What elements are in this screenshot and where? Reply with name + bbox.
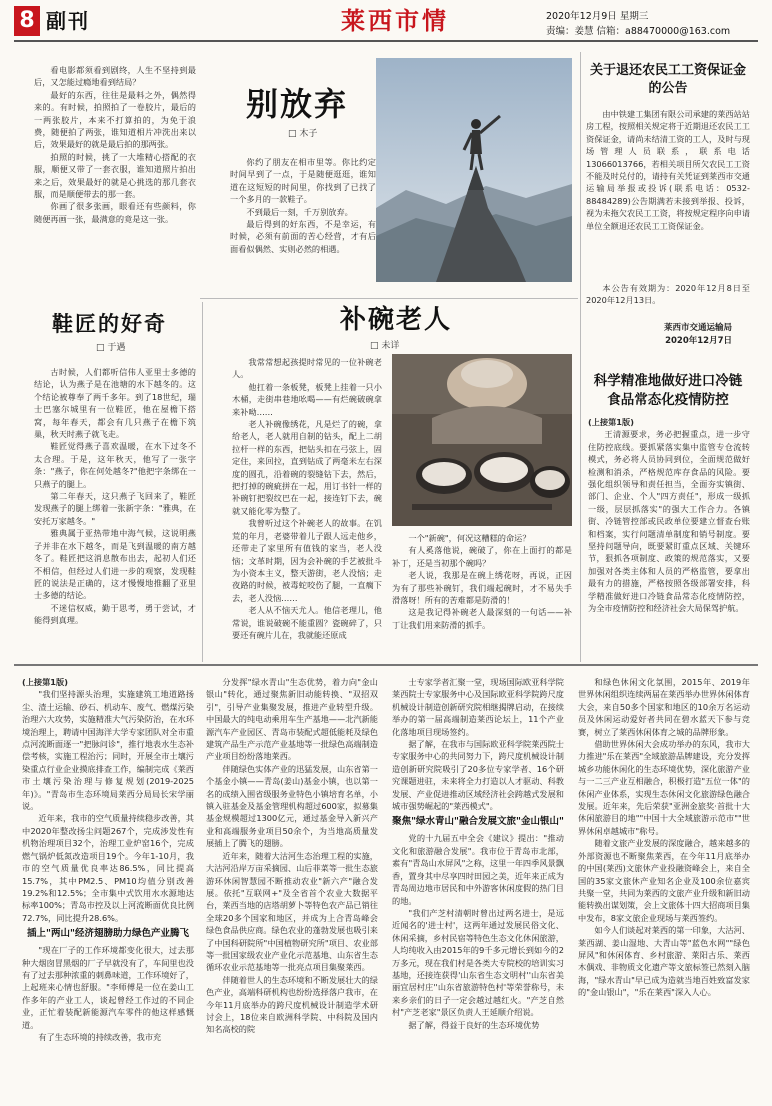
issue-date: 2020年12月9日 星期三 [546, 11, 649, 22]
article-shoemaker-text: 古时候，人们都听信伟人亚里士多德的结论，认为燕子是在池塘的水下越冬的。这个结论被尊奉了两千多年。到了18世纪，瑞士巴塞尔城里有一位鞋匠，他在屋檐下搭窝，每年春天，都会有几只燕子在檐下筑巢，秋天时燕子就飞走。 鞋匠觉得燕子喜欢温暖，在水下过冬不太合理。于是，这年秋天，他写了一张字条："燕子，你在何处越冬?"他把字条绑在一只燕子的腿上。 第二年春天，这只燕子飞回来了，鞋匠发现燕子的腿上绑着一张新字条："雅典，在安托万家越冬。" 雅典属于亚热带地中海气候，这说明燕子并非在水下越冬，而是飞到温暖的南方越冬了。鞋匠把这消息散布出去，起初人们还不相信，但经过人们进一步的观察，发现鞋匠的说法是正确的，这才慢慢地推翻了亚里士多德的结论。 不迷信权威，勤于思考，勇于尝试，才能得到真理。 [34, 367, 196, 626]
page-header [14, 6, 758, 38]
essay-continued-text: 看电影都须看到剧终，人生不坚持到最后，又怎能过瘾地看到结局？ 最好的东西，往往是最料之外，偶然得来的。有时候，拍照拍了一卷胶片，最后的一两张胶片，本来不打算拍的，为免于浪费，随便拍了两张，谁知道相片冲洗出来以后，效果最好的就是最后拍的那两张。 拍照的时候，挑了一大堆精心搭配的衣服，顺便又带了一套衣服，谁知道照片拍出来之后，效果最好的就是心挑选的那几套衣服，而是顺便带去的那一套。 你画了很多张画，眼看还有些颜料，你随便再画一张，最满意的竟是这一张。 [34, 65, 196, 224]
subheading-green-mountains: 聚焦"绿水青山"融合发展文旅"金山银山" [392, 816, 564, 828]
article-byline-yuyu: □ 于遇 [96, 343, 126, 353]
notice-sign-date: 2020年12月7日 [665, 336, 732, 346]
masthead-logo: 莱西市情 [341, 6, 449, 35]
article-bie-fang-qi-text: 你约了朋友在相市里等。你比约定时间早到了一点，于是随便逛逛，谁知道在这短短的时间里，你找到了已找了一个多月的一款鞋子。 不到最后一刻，千万别放弃。 最后得到的好东西，不是幸运，有时候，必须有前面的苦心经营，才有后面看似偶然、实则必然的相遇。 [230, 157, 376, 254]
page-number-badge: 8 [14, 6, 40, 36]
notice-column-divider [580, 52, 581, 662]
subheading-two-mountains: 插上"两山"经济翅膀助力绿色产业腾飞 [27, 928, 189, 940]
notice-body: 由中铁建工集团有限公司承建的莱西站站房工程，按照相关规定将于近期退还农民工工资保证金，请尚未结清工资的工人，及时与现场管理人员联系，联系电话 13066013766，若相关项目所欠农民工工资不能及时兑付的，请持有关凭证到莱西市交通运输局举报或投诉(联系电话：0532-88484289)公告期满若未接到举报、投诉，视为未拖欠农民工工资，将按规定程序向申请单位全额退还农民工工资保证金。 [586, 109, 750, 231]
article-byline-muzi: □ 木子 [288, 129, 318, 139]
article-byline-weixiang: □ 未详 [370, 341, 400, 351]
bottom-col-4: 和绿色休闲文化氛围，2015年、2019年世界休闲组织连续两届在莱西举办世界休闲体育大会，来自50多个国家和地区的10余万名运动员及休闲运动爱好者共同在碧水蓝天下参与竞赛，树立了莱西休闲体育之城的品牌形象。 借助世界休闲大会成功举办的东风，我市大力推进"乐在莱西"全域旅游品牌建设，充分发挥城乡功能休闲化的生态环境优势，深化旅游产业与一二三产业互相融合，积极打造"五位一体"的休闲产业体系，实现生态休闲文化旅游绿色融合发展。近年来，先后荣获"亚洲金旅奖·首批十大休闲旅游目的地""中国十大全域旅游示范市""世界休闲卓越城市"称号。 随着文旅产业发展的深度融合，越来越多的外部资源也不断聚焦莱西，在今年11月底举办的中国(莱西)文旅休产业投融资峰会上，来自全国的35家文旅休产业知名企业及100余位嘉宾共聚一堂，共同为莱西的文旅产业升级和新旧动能转换出谋划策，会上文旅体十四大招商项目集中发布，8家文旅企业现场与莱西签约。 如今人们谈起对莱西的第一印象，大沽河、莱西湖、姜山湿地、大青山等"蓝色水网""绿色屏风"和休闲体育、乡村旅游、莱阳古乐、莱西木偶戏、非物质文化遗产等文旅标签已然刻入脑海，"绿水青山"早已成为造就当地百姓致富发家的"金山银山"，"乐在莱西"深入人心。 [578, 677, 750, 998]
header-rule [14, 40, 758, 42]
article-bu-wan-col-a: 我常常想起孩提时常见的一位补碗老人。 他扛着一条板凳，板凳上挂着一只小木桶，走街串巷地吆喝——有烂碗破碗拿来补呦…… 老人补碗像绣花，凡是烂了的碗，拿给老人，老人就用自制的钻头，配上二胡拉杆一样的东西，把钻头扣在弓弦上，固定住，来回拉，直到钻成了两毫米左右深度的圆孔，沿着碗的裂缝钻下去，然后，把打掉的碗疵拼在一起，用订书针一样的补碗钉把裂纹巴在一起，接连钉下去，碗就又能化零为整了。 我曾听过这个补碗老人的故事。在饥荒的年月，老婆带着儿子跟人远走他乡，还带走了家里所有值钱的家当，老人没恼；文革时期，因为会补碗的手艺被批斗为小资本主义，整天游街，老人没恼；走夜路的时候，被毒蛇咬伤了腿，一直瘸下去，老人没恼…… 老人从不恼天尤人。他信老理儿，他常说，谁说破碗不能重圆？瓷碗碎了，只要还有碗片儿在，我就能还原成 [232, 357, 382, 640]
article-cold-chain-text: (上接第1版) 王清源要求，务必把握重点，进一步守住防控底线。要抓紧落实集中监管专仓流转模式，务必将人员协同到位，全面规范做好检测和消杀，严格规范库存食品的风险。要强化组织领导和责任担当，全面夯实镇街、部门、企业、个人"四方责任"，形成一级抓一级，层层抓落实"的强大工作合力。各镇街、冷链管控部或民政单位要建立督查台账和档案，实行问题清单制度和销号制度。要坚持问题导向，既要紧盯重点区域、关键环节，狠抓各项制度、政策的规范落实，又要加强对各类主体和人员的严格监管，要拿出最有力的措施，严格按照各级部署安排，科学精准做好进口冷链食品常态化疫情防控，为全市疫情防控和经济社会大局保驾护航。 [588, 417, 750, 614]
article-title-shoemaker: 鞋匠的好奇 [52, 311, 167, 336]
article-cold-chain-title: 科学精准地做好进口冷链食品常态化疫情防控 [593, 373, 743, 408]
notice-signer: 莱西市交通运输局 [663, 323, 732, 333]
cold-chain-lead: (上接第1版) [588, 417, 634, 427]
editor-info: 责编：姜慧 信箱：a88470000@163.com [546, 26, 731, 37]
bowl-mender-photo [392, 354, 572, 526]
notice-validity: 本公告有效期为：2020年12月8日至2020年12月13日。 [586, 283, 750, 306]
section-name: 副刊 [46, 9, 90, 33]
bottom-lead: (上接第1版) [22, 677, 68, 687]
article-bu-wan-col-b: 一个"新碗"，何况这糟糕的命运？ 有人奚落他说，碗破了，你在上面打的都是补丁，还是当初那个碗吗？ 老人说，我那是在碗上绣花呀，再说，正因为有了那些补碗钉，我们端起碗时，才不易失手滑落呀！所有的苦难都是防滑的！ 这是我记得补碗老人最深刻的一句话——补丁让我们用来防滑的抓手。 [392, 533, 572, 630]
article-title-bu-wan-lao-ren: 补碗老人 [340, 305, 453, 335]
bottom-col-1: (上接第1版) "我们坚持源头治理，实施建筑工地道路扬尘、渣土运输、砂石、机动车、废气、燃煤污染治理六大攻势，实施精准大气污染防治，在水环境治理上，聘请中国海洋大学专家团队对全市重点河流断面逐一"把脉问诊"，推行地表水生态补偿考核，实施工程治污；同时，开展全市土壤污染重点行业企业摸底排查工作，编制完成《莱西市土壤污染治理与修复规划(2019-2025年)》。"青岛市生态环境局莱西分局局长宋学丽说。 近年来，我市的空气质量持续稳步改善，其中2020年整改扬尘问题267个，完成涉发性有机物治理项目32个，治理工业炉窑16个，完成燃气锅炉低氮改造项目19个。今年1-10月，我市的空气质量优良率达86.5%，同比提高15.7%，其中PM2.5、PM10均值分别改善19.2%和12.5%；全市集中式饮用水水源地达标率100%；青岛市控及以上河流断面优良比例72.7%，同比提升28.6%。 插上"两山"经济翅膀助力绿色产业腾飞 "现在厂子的工作环境都变化很大，过去那种大烟囱冒黑烟的厂子早就没有了，车间里也没有了过去那种浓重的刺鼻味道，工作环境好了，上起班来心情也舒服。"李师傅是一位在姜山工作多年的产业工人，谈起曾经工作过的不同企业，正忙着装配新能源汽车零件的他这样感慨道。 有了生态环境的持续改善，我市充 [22, 677, 194, 1042]
mid-page-rule [14, 664, 758, 666]
bottom-col-3: 士专家学者汇聚一堂，现场国际欧亚科学院莱西院士专家服务中心及国际欧亚科学院跨尺度机械设计制造创新研究院相继揭牌启动，在接续举办的第一届高端制造莱西论坛上，11个产业化落地项目现场签约。 据了解，在我市与国际欧亚科学院莱西院士专家服务中心的共同努力下，跨尺度机械设计制造创新研究院吸引了20多位专家学者、16个研究课题进驻，未来将全力打造以人才驱动、科教发展、产业促进推动区域经济社会跨越式发展和城市强势崛起的"莱西模式"。 聚焦"绿水青山"融合发展文旅"金山银山" 党的十九届五中全会《建议》提出："推动文化和旅游融合发展"。我市位于青岛市北部，素有"青岛山水屏风"之称，这里一年四季风景飘香，置身其中尽享四时田园之美，近年来正成为青岛周边地市居民和中外游客休闲度假的热门目的地。 "我们产芝村清朝时曾出过两名进士，是远近闻名的'进士村'，这两年通过发展民俗文化、休闲采摘，乡村民宿等特色生态文化休闲旅游，人均纯收入由2015年的9千多元增长到如今的2万多元，现在我们村是各类大专院校的培训实习基地，还接连获得'山东省生态文明村''山东省美丽宜居村庄''山东省旅游特色村'等荣誉称号，未来乡亲们的日子一定会越过越红火。"产芝自然村"产芝老家"景区负责人王延顺介绍说。 据了解，得益于良好的生态环境优势 [392, 677, 564, 1030]
left-column-divider [202, 302, 203, 662]
article-title-bie-fang-qi: 别放弃 [246, 85, 349, 123]
notice-box [586, 62, 750, 354]
bottom-col-2: 分发挥"绿水青山"生态优势，着力向"金山银山"转化，通过聚焦新旧动能转换、"双招双引"，引导产业集聚发展，推进产业转型升级。中国最大的纯电动乘用车生产基地——北汽新能源汽车产业园区、青岛市装配式超低能耗及绿色建筑产品生产示范产业基地等一批绿色高端制造产业项目纷纷落地莱西。 伴随绿色实体产业的迅猛发展，山东省第一个基金小镇——青岛(姜山)基金小镇，也以第一名的成绩入围省级服务业特色小镇培育名单，小镇入驻基金及基金管理机构超过600家，拟募集基金规模超过1300亿元，通过基金导入新兴产业和高端服务业项目50余个，为当地高质量发展插上了腾飞的翅膀。 近年来，随着大沽河生态治理工程的实施，大沽河沿岸万亩采摘园、山后菲菜等一批生态旅游环休闲智慧园不断推动农业"新六产"融合发展。依托"互联网+"及全省首个农业大数据平台，莱西当地的店塔胡萝卜等特色农产品已销往全球20多个国家和地区，并成为上合青岛峰会绿色食品供应商。绿色农业的蓬勃发展也吸引来了中国科研院所"中国植物研究所"项目、农业部等一批国家级农业产业化示范基地、山东省生态循环农业示范基地等一批亮点项目集聚莱西。 伴随着世人的生态环境和不断发展壮大的绿色产业，高端科研机构也纷纷选择落户我市，在今年11月底举办的跨尺度机械设计制造学术研讨会上，18位来自欧洲科学院、中科院及国内知名高校的院 [206, 677, 378, 1035]
notice-title: 关于退还农民工工资保证金的公告 [589, 63, 746, 96]
top-section-divider [200, 298, 578, 299]
mountain-climber-photo [376, 58, 572, 282]
